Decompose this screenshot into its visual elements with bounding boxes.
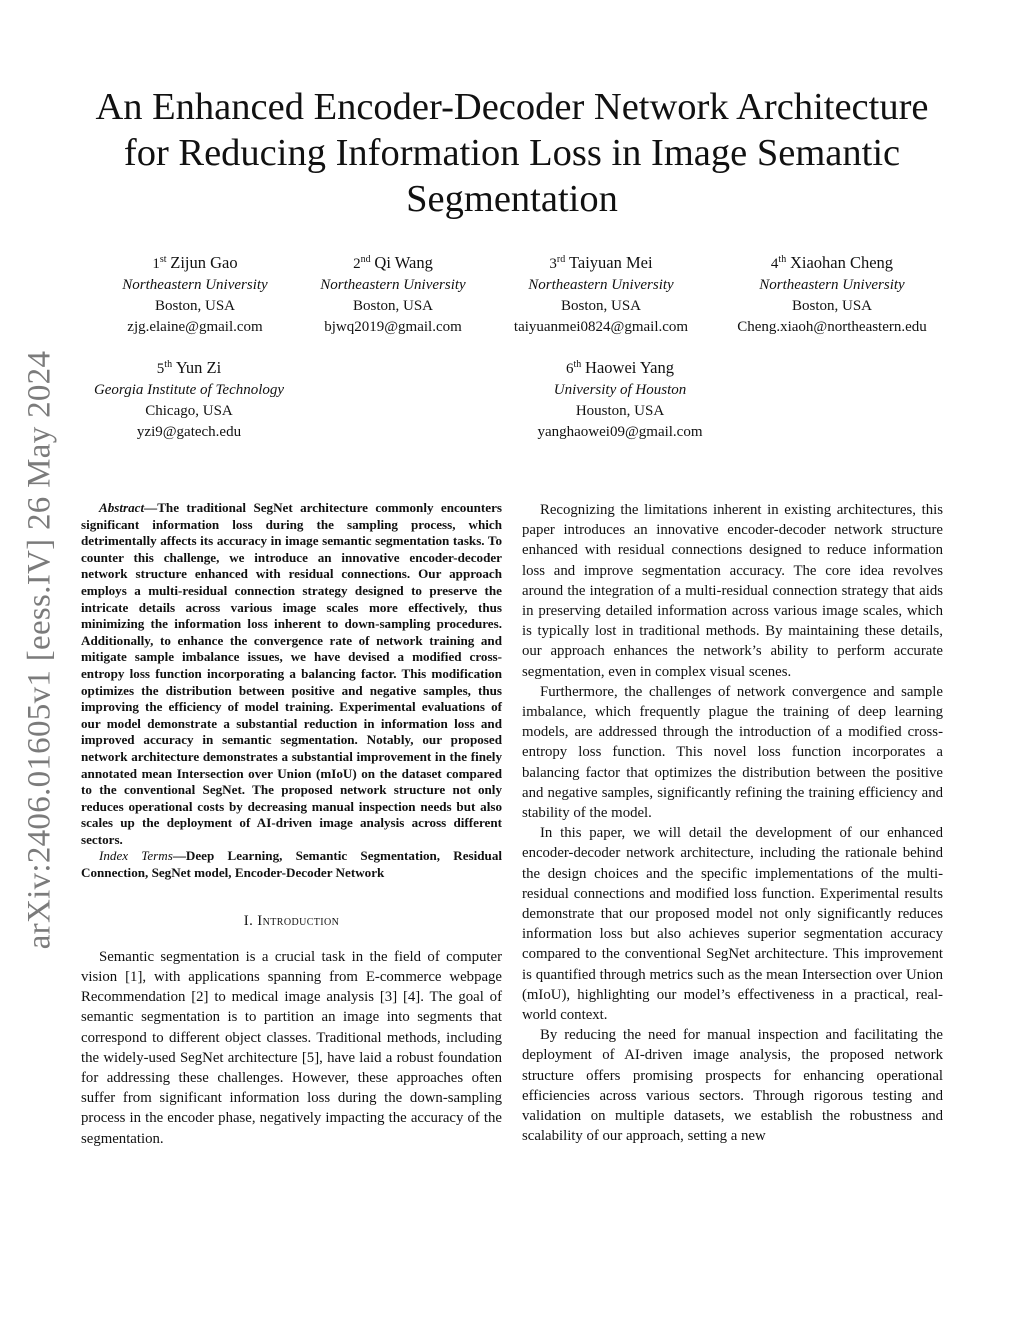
author-4: 4th Xiaohan Cheng Northeastern University Boston, USA Cheng.xiaoh@northeastern.edu (737, 249, 927, 338)
author-email: bjwq2019@gmail.com (324, 319, 462, 335)
intro-paragraph-5: By reducing the need for manual inspection and facilitating the deployment of AI-driven image analysis, the proposed network structure offers promising prospects for enhancing operational efficiencies across various sectors. Through rigorous testing and validation on multiple datasets, we establish the robustness and scalability of our approach, setting a new (522, 1027, 943, 1145)
author-name: Qi Wang (374, 253, 433, 272)
right-column (522, 500, 943, 1147)
index-terms-dash: — (172, 848, 186, 864)
author-name: Haowei Yang (585, 358, 674, 377)
author-affiliation: Northeastern University (528, 277, 674, 293)
author-location: Boston, USA (154, 298, 236, 314)
author-location: Boston, USA (560, 298, 642, 314)
author-6: 6th Haowei Yang University of Houston Houston, USA yanghaowei09@gmail.com (537, 354, 702, 443)
author-location: Boston, USA (352, 298, 434, 314)
author-name: Zijun Gao (170, 253, 238, 272)
author-location: Chicago, USA (145, 403, 233, 419)
author-2: 2nd Qi Wang Northeastern University Boston, USA bjwq2019@gmail.com (320, 249, 465, 338)
intro-paragraph-2: Recognizing the limitations inherent in existing architectures, this paper introduces an innovative encoder-decoder network structure enhanced with residual connections designed to reduce information loss and improve segmentation accuracy. The core idea revolves around the integration of a multi-residual connection strategy that aids in preserving detailed information across various image scales, which is typically lost in traditional methods. By maintaining these details, our approach enhances the network’s ability to perform accurate segmentation, even in complex visual scenes. (522, 502, 943, 680)
author-1: 1st Zijun Gao Northeastern University Boston, USA zjg.elaine@gmail.com (122, 249, 267, 338)
intro-paragraph-4: In this paper, we will detail the development of our enhanced encoder-decoder network architecture, including the rationale behind the design choices and the specific implementations of the multi-residual connections and modified loss function. Experimental results demonstrate that our proposed model not only significantly reduces information loss but also achieves superior segmentation accuracy compared to the conventional SegNet architecture. This improvement is quantified through metrics such as the mean Intersection over Union (mIoU), highlighting our model’s effectiveness in a practical, real-world context. (522, 825, 943, 1024)
author-3: 3rd Taiyuan Mei Northeastern University Boston, USA taiyuanmei0824@gmail.com (514, 249, 688, 338)
author-email: Cheng.xiaoh@northeastern.edu (737, 319, 927, 335)
author-email: yanghaowei09@gmail.com (537, 424, 703, 440)
index-terms-label: Index Terms (99, 848, 173, 864)
author-name: Taiyuan Mei (568, 253, 653, 272)
paper-title: An Enhanced Encoder-Decoder Network Architecture for Reducing Information Loss in Image Semantic Segmentation (95, 86, 929, 220)
index-terms-text: Deep Learning, Semantic Segmentation, Residual Connection, SegNet model, Encoder-Decoder Network (81, 848, 503, 881)
author-email: zjg.elaine@gmail.com (127, 319, 263, 335)
abstract-text: The traditional SegNet architecture commonly encounters significant information loss during the sampling process, which detrimentally affects its accuracy in image semantic segmentation tasks. To counter this challenge, we introduce an innovative encoder-decoder network structure enhanced with residual connections. Our approach employs a multi-residual connection strategy designed to preserve the intricate details across various image scales more effectively, thus minimizing the information loss inherent to down-sampling procedures. Additionally, to enhance the convergence rate of network training and mitigate sample imbalance issues, we have devised a modified cross-entropy loss function incorporating a balancing factor. This modification optimizes the distribution between positive and negative samples, thus improving the efficiency of model training. Experimental evaluations of our model demonstrate a substantial reduction in information loss and improved accuracy in semantic segmentation. Notably, our proposed network architecture demonstrates a substantial improvement in the finely annotated mean Intersection over Union (mIoU) on the dataset compared to the conventional SegNet. The proposed network structure not only reduces operational costs by decreasing manual inspection needs but also scales up the deployment of AI-driven image analysis across different sectors. (81, 500, 502, 847)
author-affiliation: Northeastern University (759, 277, 905, 293)
section-heading-introduction: I. Introduction (243, 912, 340, 929)
left-column (81, 500, 502, 1149)
author-affiliation: Northeastern University (320, 277, 466, 293)
author-affiliation: Georgia Institute of Technology (93, 382, 285, 398)
author-email: taiyuanmei0824@gmail.com (513, 319, 689, 335)
author-name: Yun Zi (175, 358, 222, 377)
author-5: 5th Yun Zi Georgia Institute of Technology Chicago, USA yzi9@gatech.edu (94, 354, 284, 443)
author-affiliation: Northeastern University (122, 277, 268, 293)
author-name: Xiaohan Cheng (789, 253, 894, 272)
abstract-label: Abstract— (99, 500, 158, 515)
intro-paragraph-1: Semantic segmentation is a crucial task in the field of computer vision [1], with applications spanning from E-commerce webpage Recommendation [2] to medical image analysis [3] [4]. The goal of semantic segmentation is to partition an image into segments that correspond to different object classes. Traditional methods, including the widely-used SegNet architecture [5], have laid a robust foundation for addressing these challenges. However, these approaches often suffer from significant information loss during the down-sampling process in the encoder phase, negatively impacting the accuracy of the segmentation. (81, 948, 502, 1147)
abstract (81, 500, 502, 848)
arxiv-identifier-stamp: arXiv:2406.01605v1 [eess.IV] 26 May 2024 (21, 350, 58, 950)
index-terms (81, 848, 502, 881)
author-location: Boston, USA (791, 298, 873, 314)
author-affiliation: University of Houston (553, 382, 687, 398)
author-email: yzi9@gatech.edu (136, 424, 242, 440)
intro-paragraph-3: Furthermore, the challenges of network convergence and sample imbalance, which frequently plague the training of deep learning models, are addressed through the introduction of a modified cross-entropy loss function. This novel loss function incorporates a balancing factor that optimizes the distribution between the positive and negative samples, significantly refining the training efficiency and stability of the model. (522, 683, 943, 822)
author-location: Houston, USA (575, 403, 665, 419)
